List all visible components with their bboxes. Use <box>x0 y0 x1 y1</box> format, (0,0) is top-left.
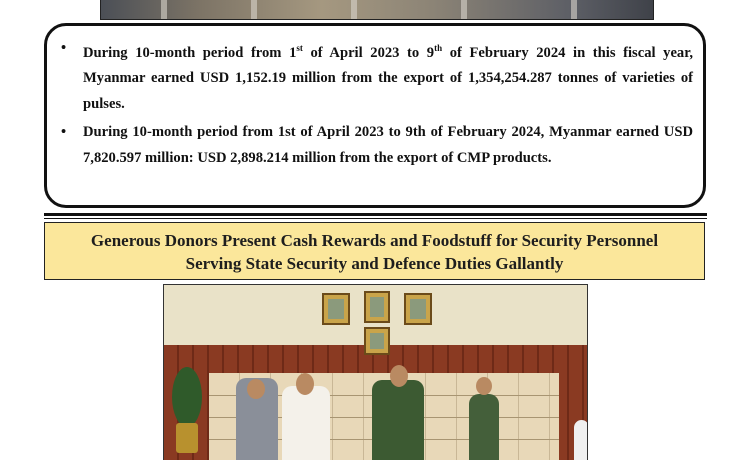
bullet-pulses-export: • During 10-month period from 1st of April 2023 to 9th of February 2024 in this fiscal year, Myanmar earned USD 1,152.19 million from the export of 1,354,254.287 tonnes of varieties of pulses. <box>61 36 693 117</box>
person <box>282 386 330 460</box>
headline-line-1: Generous Donors Present Cash Rewards and Foodstuff for Security Personnel <box>90 231 659 250</box>
bullet-cmp-export: • During 10-month period from 1st of April 2023 to 9th of February 2024, Myanmar earned USD 7,820.597 million: USD 2,898.214 million from the export of CMP products. <box>61 120 693 171</box>
headline-line-2: Serving State Security and Defence Duties Gallantly <box>185 254 564 273</box>
bullet-glyph: • <box>61 40 67 56</box>
person <box>469 394 499 460</box>
potted-plant <box>172 367 202 427</box>
bullet-glyph: • <box>61 124 67 141</box>
highlights-box <box>44 23 706 208</box>
donation-ceremony-photo <box>163 284 588 460</box>
portrait-frame <box>404 293 432 325</box>
section-divider-thin <box>44 218 707 219</box>
person <box>574 420 588 460</box>
top-photo-strip <box>100 0 654 20</box>
highlights-list <box>61 36 693 171</box>
person <box>372 380 424 460</box>
news-headline <box>44 222 705 280</box>
portrait-frame <box>364 291 390 323</box>
section-divider <box>44 213 707 216</box>
portrait-frame <box>364 327 390 355</box>
portrait-frame <box>322 293 350 325</box>
